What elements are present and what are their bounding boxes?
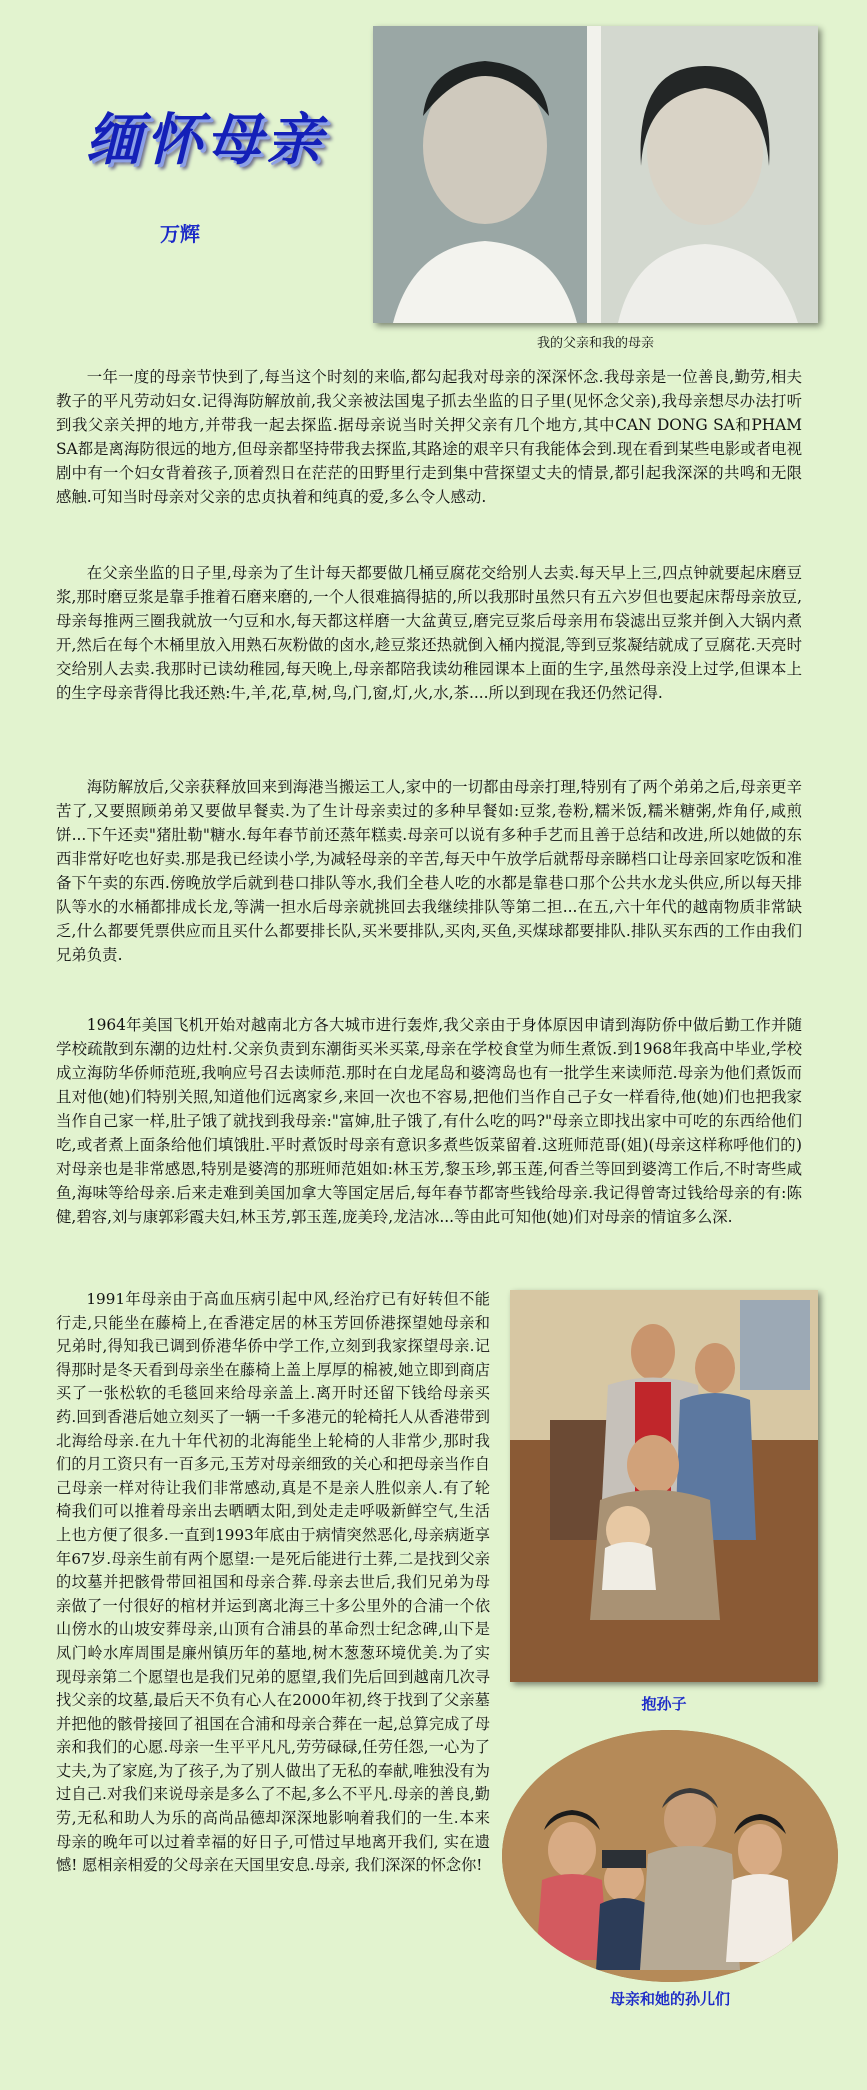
paragraph-1: 一年一度的母亲节快到了,每当这个时刻的来临,都勾起我对母亲的深深怀念.我母亲是一位善良,勤劳,相夫教子的平凡劳动妇女.记得海防解放前,我父亲被法国鬼子抓去坐监的日子里(见怀念父亲),我母亲想尽办法打听到我父亲关押的地方,并带我一起去探监.据母亲说当时关押父亲有几个地方,其中CAN DONG SA和PHAM SA都是离海防很远的地方,但母亲都坚持带我去探监,其路途的艰辛只有我能体会到.现在看到某些电影或者电视剧中有一个妇女背着孩子,顶着烈日在茫茫的田野里行走到集中营探望丈夫的情景,都引起我深深的共鸣和无限感触.可知当时母亲对父亲的忠贞执着和纯真的爱,多么令人感动. [56,368,802,506]
article-title: 缅怀母亲 [86,108,326,173]
paragraph-5: 1991年母亲由于高血压病引起中风,经治疗已有好转但不能行走,只能坐在藤椅上,在香港定居的林玉芳回侨港探望她母亲和兄弟时,得知我已调到侨港华侨中学工作,立刻到我家探望母亲.记得那时是冬天看到母亲坐在藤椅上盖上厚厚的棉被,她立即到商店买了一张松软的毛毯回来给母亲盖上.离开时还留下钱给母亲买药.回到香港后她立刻买了一辆一千多港元的轮椅托人从香港带到北海给母亲.在九十年代初的北海能坐上轮椅的人非常少,那时我们的月工资只有一百多元,玉芳对母亲细致的关心和把母亲当作自己母亲一样对待让我们非常感动,真是不是亲人胜似亲人.有了轮椅我们可以推着母亲出去晒晒太阳,到处走走呼吸新鲜空气,生活上也方便了很多.一直到1993年底由于病情突然恶化,母亲病逝享年67岁.母亲生前有两个愿望:一是死后能进行土葬,二是找到父亲的坟墓并把骸骨带回祖国和母亲合葬.母亲去世后,我们兄弟为母亲做了一付很好的棺材并运到离北海三十多公里外的合浦一个依山傍水的山坡安葬母亲,山顶有合浦县的革命烈士纪念碑,山下是凤门岭水库周围是廉州镇历年的墓地,树木葱葱环境优美.为了实现母亲第二个愿望也是我们兄弟的愿望,我们先后回到越南几次寻找父亲的坟墓,最后天不负有心人在2000年初,终于找到了父亲墓并把他的骸骨接回了祖国在合浦和母亲合葬在一起,总算完成了母亲和我们的心愿.母亲一生平平凡凡,劳劳碌碌,任劳任怨,一心为了丈夫,为了家庭,为了孩子,为了别人做出了无私的奉献,唯独没有为过自己.对我们来说母亲是多么了不起,多么不平凡.母亲的善良,勤劳,无私和助人为乐的高尚品德却深深地影响着我们的一生.本来母亲的晚年可以过着幸福的好日子,可惜过早地离开我们, 实在遗憾! 愿相亲相爱的父母亲在天国里安息.母亲, 我们深深的怀念你! [56,1290,490,1875]
paragraph-3: 海防解放后,父亲获释放回来到海港当搬运工人,家中的一切都由母亲打理,特别有了两个弟弟之后,母亲更辛苦了,又要照顾弟弟又要做早餐卖.为了生计母亲卖过的多种早餐如:豆浆,卷粉,糯米饭,糯米糖粥,炸角仔,咸煎饼...下午还卖"猪肚勒"糖水.每年春节前还蒸年糕卖.母亲可以说有多种手艺而且善于总结和改进,所以她做的东西非常好吃也好卖.那是我已经读小学,为减轻母亲的辛苦,每天中午放学后就帮母亲睇档口让母亲回家吃饭和准备下午卖的东西.傍晚放学后就到巷口排队等水,我们全巷人吃的水都是靠巷口那个公共水龙头供应,所以每天排队等水的水桶都排成长龙,等满一担水后母亲就挑回去我继续排队等第二担...在五,六十年代的越南物质非常缺乏,什么都要凭票供应而且买什么都要排长队,买米要排队,买肉,买鱼,买煤球都要排队.排队买东西的工作由我们兄弟负责. [56,778,802,964]
paragraph-2: 在父亲坐监的日子里,母亲为了生计每天都要做几桶豆腐花交给别人去卖.每天早上三,四点钟就要起床磨豆浆,那时磨豆浆是靠手推着石磨来磨的,一个人很难搞得掂的,所以我那时虽然只有五六岁但也要起床帮母亲放豆,母亲每推两三圈我就放一勺豆和水,每天都这样磨一大盆黄豆,磨完豆浆后母亲用布袋滤出豆浆并倒入大锅内煮开,然后在每个木桶里放入用熟石灰粉做的卤水,趁豆浆还热就倒入桶内搅混,等到豆浆凝结就成了豆腐花.天亮时交给别人去卖.我那时已读幼稚园,每天晚上,母亲都陪我读幼稚园课本上面的生字,虽然母亲没上过学,但课本上的生字母亲背得比我还熟:牛,羊,花,草,树,鸟,门,窗,灯,火,水,茶....所以到现在我还仍然记得. [56,564,802,702]
grandchildren-photo-image [502,1730,838,1982]
parents-photo-caption: 我的父亲和我的母亲 [536,336,654,351]
grandson-photo-caption: 抱孙子 [641,1695,687,1713]
author-name: 万辉 [160,222,200,246]
grandson-photo-image [510,1290,818,1682]
parents-photo [373,26,818,323]
paragraph-4: 1964年美国飞机开始对越南北方各大城市进行轰炸,我父亲由于身体原因申请到海防侨中做后勤工作并随学校疏散到东潮的边灶村.父亲负责到东潮街买米买菜,母亲在学校食堂为师生煮饭.到1968年我高中毕业,学校成立海防华侨师范班,我响应号召去读师范.那时在白龙尾岛和婆湾岛也有一批学生来读师范.母亲为他们煮饭而且对他(她)们特别关照,知道他们远离家乡,来回一次也不容易,把他们当作自己子女一样看待,他(她)们也把我家当作自己家一样,肚子饿了就找到我母亲:"富婶,肚子饿了,有什么吃的吗?"母亲立即找出家中可吃的东西给他们吃,或者煮上面条给他们填饿肚.平时煮饭时母亲有意识多煮些饭菜留着.这班师范哥(姐)(母亲这样称呼他们的)对母亲也是非常感恩,特别是婆湾的那班师范姐如:林玉芳,黎玉珍,郭玉莲,何香兰等回到婆湾工作后,不时寄些咸鱼,海味等给母亲.后来走难到美国加拿大等国定居后,每年春节都寄些钱给母亲.我记得曾寄过钱给母亲的有:陈健,碧容,刘与康郭彩霞夫妇,林玉芳,郭玉莲,庞美玲,龙洁冰...等由此可知他(她)们对母亲的情谊多么深. [56,1016,802,1226]
grandson-photo [510,1290,818,1682]
parents-photo-image [373,26,818,323]
grandchildren-photo [502,1730,838,1982]
grandchildren-photo-caption: 母亲和她的孙儿们 [609,1990,730,2008]
